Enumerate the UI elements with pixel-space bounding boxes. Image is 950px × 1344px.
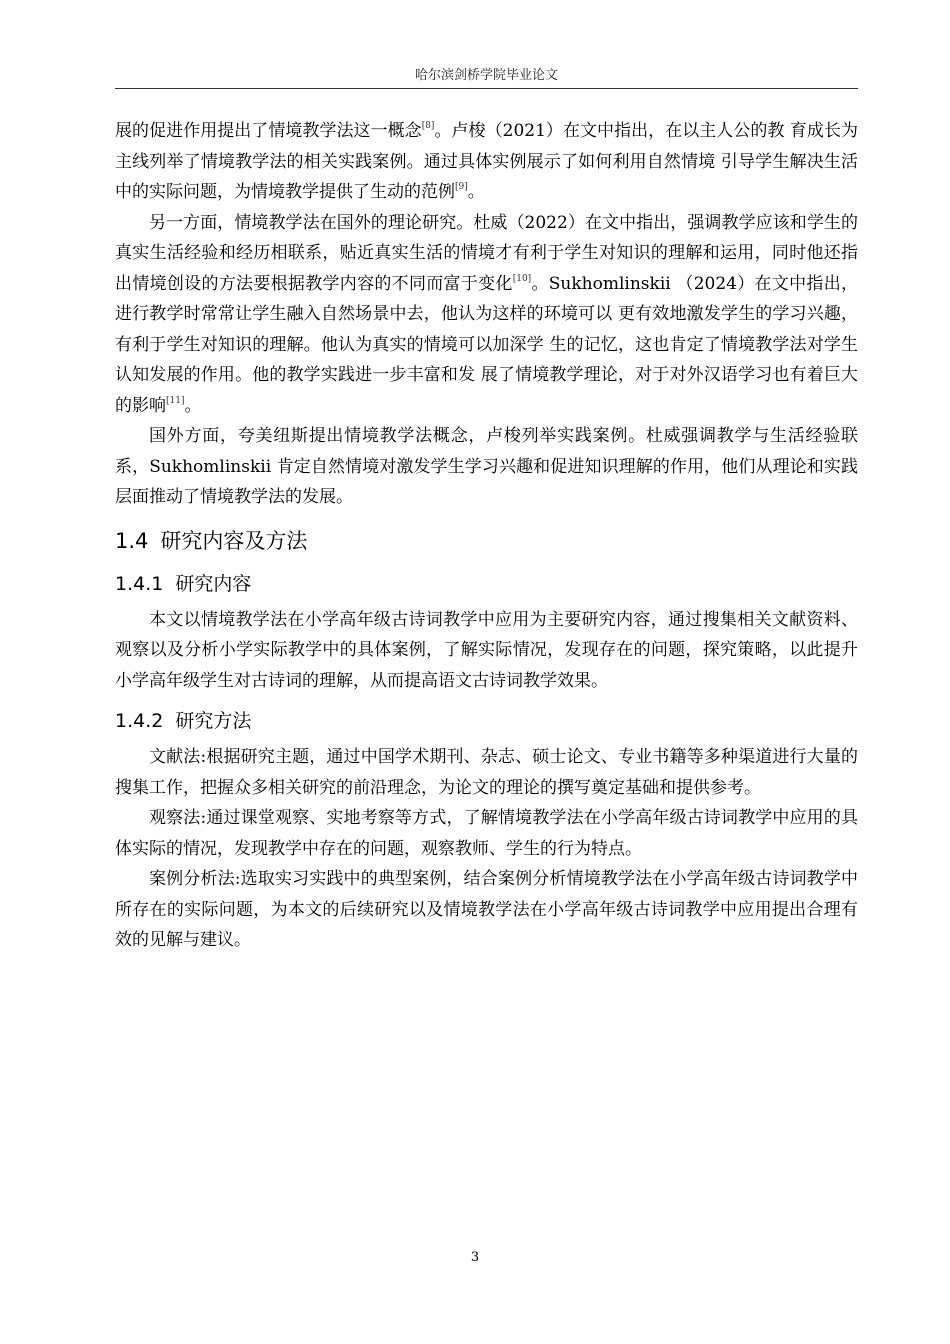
citation-10[interactable]: [10] <box>512 273 532 284</box>
section-heading-1-4: 1.4 研究内容及方法 <box>115 528 308 553</box>
subsection-heading-1-4-2: 1.4.2 研究方法 <box>115 710 252 732</box>
citation-9[interactable]: [9] <box>455 182 468 192</box>
citation-11[interactable]: [11] <box>166 395 185 406</box>
subsection-heading-1-4-1: 1.4.1 研究内容 <box>115 572 252 595</box>
paragraph-continuation: 展的促进作用提出了情境教学法这一概念[8]。卢梭（2021）在文中指出，在以主人公的教 育成长为主线列举了情境教学法的相关实践案例。通过具体实例展示了如何利用自然情境 引导学生解决生活中的实际问题，为情境教学提供了生动的范例[9]。 <box>115 121 859 202</box>
page-body <box>115 116 858 956</box>
paragraph-observation-method: 观察法:通过课堂观察、实地考察等方式，了解情境教学法在小学高年级古诗词教学中应用的具体实际的情况，发现教学中存在的问题，观察教师、学生的行为特点。 <box>115 808 858 859</box>
header-divider <box>115 88 858 89</box>
paragraph-case-analysis-method: 案例分析法:选取实习实践中的典型案例，结合案例分析情境教学法在小学高年级古诗词教学中所存在的实际问题，为本文的后续研究以及情境教学法在小学高年级古诗词教学中应用提出合理有效的见解与建议。 <box>115 869 858 950</box>
paragraph-research-content: 本文以情境教学法在小学高年级古诗词教学中应用为主要研究内容，通过搜集相关文献资料、观察以及分析小学实际教学中的具体案例，了解实际情况，发现存在的问题，探究策略，以此提升小学高年级学生对古诗词的理解，从而提高语文古诗词教学效果。 <box>115 609 858 691</box>
page-number: 3 <box>470 1250 480 1265</box>
paragraph-summary: 国外方面，夸美纽斯提出情境教学法概念，卢梭列举实践案例。杜威强调教学与生活经验联系，Sukhomlinskii 肯定自然情境对激发学生学习兴趣和促进知识理解的作用，他们从理论和实践层面推动了情境教学法的发展。 <box>115 426 858 507</box>
page-header: 哈尔滨剑桥学院毕业论文 <box>414 68 558 83</box>
paragraph-literature-method: 文献法:根据研究主题，通过中国学术期刊、杂志、硕士论文、专业书籍等多种渠道进行大量的搜集工作，把握众多相关研究的前沿理念，为论文的理论的撰写奠定基础和提供参考。 <box>115 747 858 798</box>
citation-8[interactable]: [8] <box>421 121 435 131</box>
paragraph-foreign-research: 另一方面，情境教学法在国外的理论研究。杜威（2022）在文中指出，强调教学应该和学生的真实生活经验和经历相联系，贴近真实生活的情境才有利于学生对知识的理解和运用，同时他还指出情境创设的方法要根据教学内容的不同而富于变化[10]。Sukhomlinskii （2024）在文中指出，进行教学时常常让学生融入自然场景中去，他认为这样的环境可以 更有效地激发学生的学习兴趣，有利于学生对知识的理解。他认为真实的情境可以加深学 生的记忆，这也肯定了情境教学法对学生认知发展的作用。他的教学实践进一步丰富和发 展了情境教学理论，对于对外汉语学习也有着巨大的影响[11]。 <box>115 212 859 416</box>
